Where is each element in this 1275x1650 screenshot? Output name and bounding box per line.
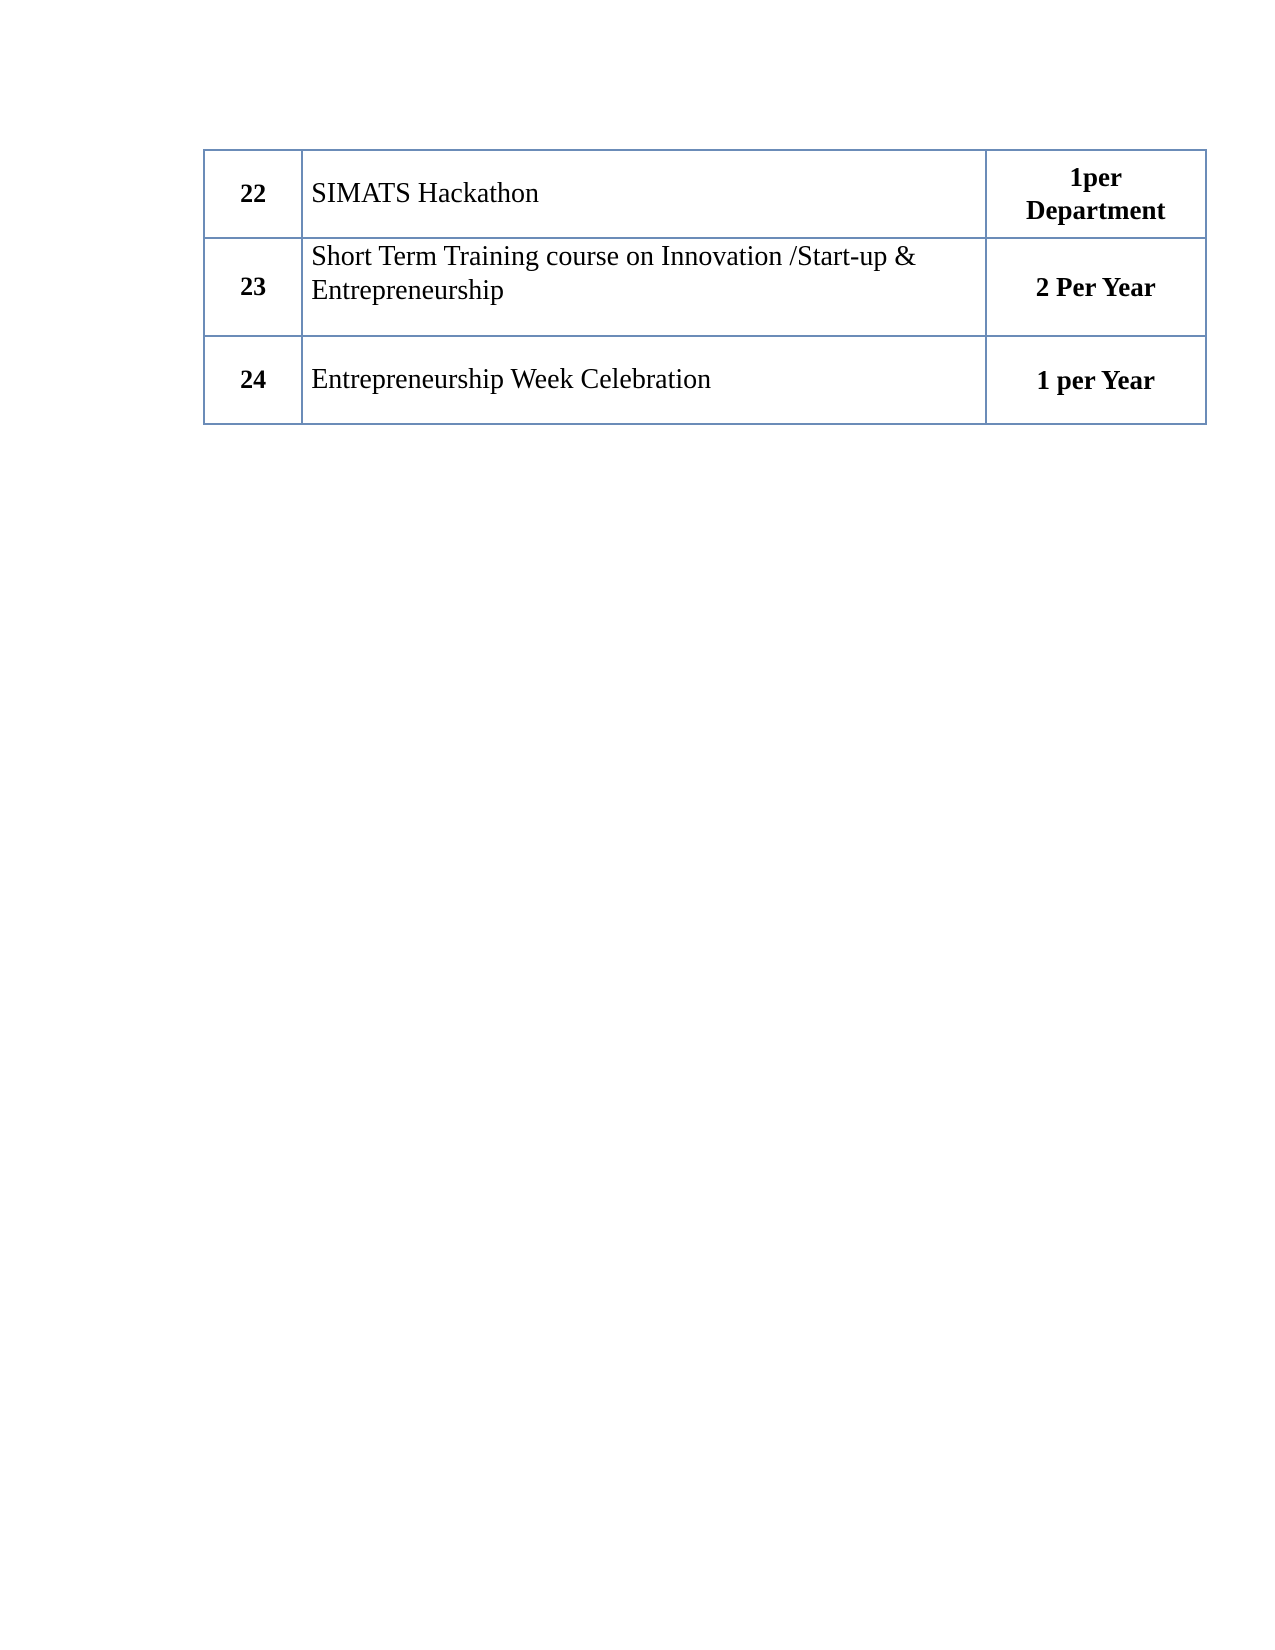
activity-table (203, 149, 1207, 425)
activity-frequency (986, 150, 1206, 238)
activity-line: Short Term Training course on Innovation /Start-up & (311, 241, 917, 272)
activity-frequency: 2 Per Year (986, 238, 1206, 336)
frequency-line: 1per (1069, 162, 1123, 192)
row-number: 22 (204, 150, 302, 238)
row-number: 23 (204, 238, 302, 336)
frequency-line: Department (1026, 195, 1166, 225)
row-number: 24 (204, 336, 302, 424)
activity-name: Entrepreneurship Week Celebration (302, 336, 985, 424)
activity-frequency: 1 per Year (986, 336, 1206, 424)
activity-name: SIMATS Hackathon (302, 150, 985, 238)
table-row (204, 238, 1206, 336)
table-row (204, 150, 1206, 238)
activity-name (302, 238, 985, 336)
table-row (204, 336, 1206, 424)
activity-line: Entrepreneurship (311, 275, 505, 306)
